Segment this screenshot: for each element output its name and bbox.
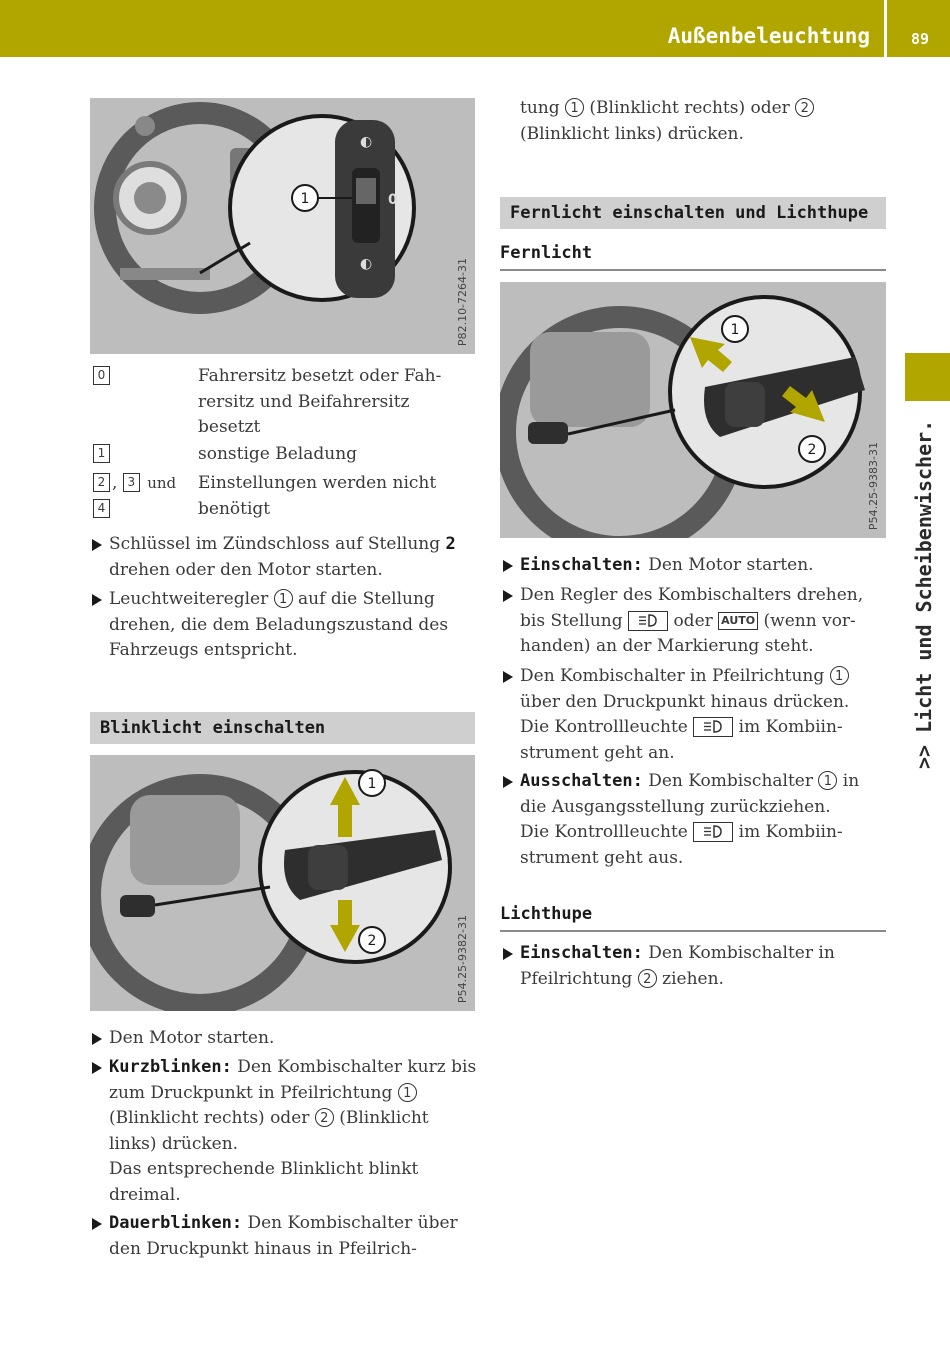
text: bis Stellung [520, 610, 629, 631]
text: handen) an der Markierung steht. [520, 636, 814, 656]
load-table-desc-1 [198, 442, 478, 468]
position-key-4: 4 [93, 499, 110, 518]
text: Leuchtweiteregler [109, 589, 274, 609]
instruction-push-lever [520, 664, 892, 766]
illustration-dashboard-left [90, 98, 475, 354]
bullet-triangle-icon [503, 776, 513, 788]
term: Kurzblinken: [109, 1057, 232, 1077]
callout-0: 0 [388, 192, 398, 208]
text: Den Kombischalter in [642, 943, 835, 963]
bullet-triangle-icon [503, 671, 513, 683]
callout-1: 1 [367, 776, 377, 792]
bullet-triangle-icon [92, 1218, 102, 1230]
instruction-ignition [109, 532, 479, 583]
figure-turn-signal-lever [90, 755, 475, 1011]
text: Den Kombischalter in Pfeilrichtung [520, 666, 830, 686]
desc-line: Fahrersitz besetzt oder Fah- [198, 366, 442, 386]
position-key-1: 1 [93, 444, 110, 463]
text: drehen oder den Motor starten. [109, 559, 383, 580]
position-key-3: 3 [123, 473, 140, 492]
text: strument geht an. [520, 742, 675, 763]
chapter-tab-label: >> Licht und Scheibenwischer. [912, 420, 936, 770]
figure-high-beam-lever [500, 282, 886, 538]
svg-text:◐: ◐ [360, 134, 373, 150]
callout-2: 2 [367, 933, 377, 949]
position-value: 2 [445, 534, 456, 554]
text: dreimal. [109, 1184, 181, 1205]
term: Dauerblinken: [109, 1213, 243, 1233]
callout-2: 2 [638, 969, 657, 988]
text: (wenn vor- [758, 610, 856, 631]
desc-line: Einstellungen werden nicht [198, 473, 437, 493]
high-beam-indicator-icon [693, 822, 733, 842]
term: Einschalten: [520, 943, 643, 963]
illustration-turn-signal [90, 755, 475, 1011]
text: den Druckpunkt hinaus in Pfeilrich- [109, 1238, 417, 1259]
instruction-headlamp-range [109, 587, 479, 664]
bullet-triangle-icon [92, 539, 102, 551]
svg-text:◐: ◐ [360, 256, 373, 272]
callout-1: 1 [830, 666, 849, 685]
desc-line: rersitz und Beifahrersitz [198, 391, 410, 412]
text: strument geht aus. [520, 847, 684, 868]
page-header [0, 0, 950, 57]
text: Die Kontrollleuchte [520, 822, 694, 842]
bullet-triangle-icon [503, 590, 513, 602]
bullet-triangle-icon [92, 1062, 102, 1074]
text: über den Druckpunkt hinaus drücken. [520, 691, 850, 712]
bullet-triangle-icon [92, 594, 102, 606]
high-beam-indicator-icon [693, 717, 733, 737]
text: tung [520, 98, 566, 118]
text: Den Motor starten. [642, 555, 814, 575]
callout-2: 2 [795, 98, 814, 117]
instruction-flasher-on [520, 941, 892, 992]
illustration-high-beam [500, 282, 886, 538]
text: Pfeilrichtung [520, 968, 638, 989]
position-key-0: 0 [93, 366, 110, 385]
text: Fahrzeugs entspricht. [109, 640, 298, 660]
bullet-triangle-icon [92, 1033, 102, 1045]
text: Das entsprechende Blinklicht blinkt [109, 1159, 419, 1179]
text: auf die Stellung [292, 589, 435, 609]
figure-code: P82.10-7264-31 [456, 258, 469, 347]
text: zum Druckpunkt in Pfeilrichtung [109, 1082, 398, 1103]
text: im Kombiin- [733, 717, 843, 737]
text: links) drücken. [109, 1133, 239, 1154]
position-key-2: 2 [93, 473, 110, 492]
instruction-high-beam-on [520, 553, 890, 579]
page-number: 89 [910, 30, 930, 48]
text: (Blinklicht rechts) oder [109, 1108, 315, 1128]
desc-line: sonstige Beladung [198, 444, 358, 464]
continuation-text [520, 96, 890, 147]
text: Schlüssel im Zündschloss auf Stellung [109, 534, 446, 554]
text: (Blinklicht rechts) oder [584, 98, 796, 118]
load-table-row-1 [93, 442, 112, 468]
text: im Kombiin- [733, 822, 843, 842]
callout-1: 1 [818, 771, 837, 790]
header-divider [884, 0, 887, 57]
instruction-short-signal [109, 1055, 481, 1208]
text: Den Kombischalter [642, 771, 819, 791]
low-beam-symbol-icon [628, 611, 668, 631]
instruction-start-engine: Den Motor starten. [109, 1028, 275, 1048]
subheading-headlamp-flasher: Lichthupe [500, 904, 886, 932]
text: (Blinklicht [333, 1108, 429, 1128]
subheading-high-beam: Fernlicht [500, 243, 886, 271]
text: die Ausgangsstellung zurückziehen. [520, 796, 831, 817]
desc-line: besetzt [198, 417, 261, 437]
instruction-turn-knob [520, 583, 892, 660]
text: oder [668, 610, 719, 631]
callout-1: 1 [300, 191, 310, 207]
figure-headlamp-range-control [90, 98, 475, 354]
load-table-desc-0 [198, 364, 478, 441]
callout-2: 2 [315, 1108, 334, 1127]
und-label: und [147, 474, 177, 492]
callout-2: 2 [807, 442, 817, 458]
figure-code: P54.25-9382-31 [456, 915, 469, 1004]
text: in [837, 771, 860, 791]
chapter-tab-marker [905, 353, 950, 401]
figure-code: P54.25-9383-31 [867, 442, 880, 531]
text: Die Kontrollleuchte [520, 717, 694, 737]
term: Ausschalten: [520, 771, 643, 791]
callout-1: 1 [274, 589, 293, 608]
load-table-row-2: 2 , 3 und 4 [93, 471, 203, 522]
callout-1: 1 [565, 98, 584, 117]
auto-symbol: AUTO [718, 612, 758, 630]
page-title: Außenbeleuchtung [667, 24, 870, 48]
instruction-high-beam-off [520, 769, 892, 871]
bullet-triangle-icon [503, 560, 513, 572]
section-heading-turn-signal: Blinklicht einschalten [90, 712, 475, 744]
text: ziehen. [656, 968, 724, 989]
text: drehen, die dem Beladungszustand des [109, 614, 449, 635]
instruction-continuous-signal [109, 1211, 481, 1262]
term: Einschalten: [520, 555, 643, 575]
text: (Blinklicht links) drücken. [520, 123, 744, 144]
text: Den Kombischalter über [242, 1213, 458, 1233]
load-table-desc-2 [198, 471, 478, 522]
text: Den Regler des Kombischalters drehen, [520, 585, 864, 605]
section-heading-high-beam: Fernlicht einschalten und Lichthupe [500, 197, 886, 229]
bullet-triangle-icon [503, 948, 513, 960]
text: Den Kombischalter kurz bis [231, 1057, 477, 1077]
callout-1: 1 [730, 322, 740, 338]
callout-1: 1 [398, 1083, 417, 1102]
desc-line: benötigt [198, 498, 271, 519]
